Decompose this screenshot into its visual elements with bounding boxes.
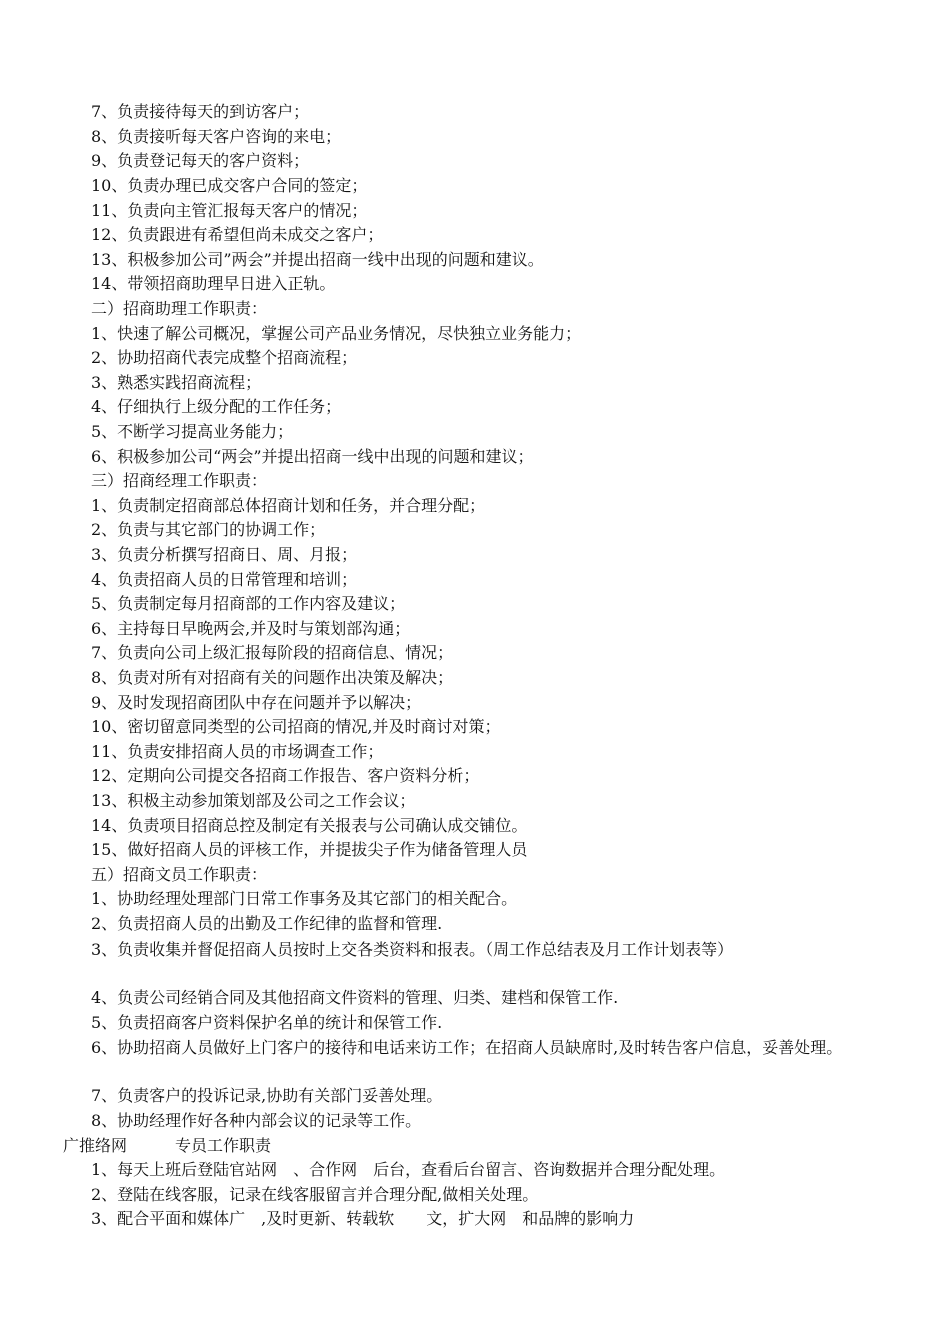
text-line: 12、定期向公司提交各招商工作报告、客户资料分析； [91,766,480,785]
text-line: 4、仔细执行上级分配的工作任务； [91,397,342,416]
text-line: 6、积极参加公司“两会”并提出招商一线中出现的问题和建议； [91,447,534,466]
text-line: 10、密切留意同类型的公司招商的情况,并及时商讨对策； [91,717,501,736]
text-line: 1、协助经理处理部门日常工作事务及其它部门的相关配合。 [91,889,518,908]
text-line: 5、负责制定每月招商部的工作内容及建议； [91,594,406,613]
text-line: 8、负责接听每天客户咨询的来电； [91,127,342,146]
text-line: 13、积极参加公司”两会”并提出招商一线中出现的问题和建议。 [91,250,544,269]
section-heading: 五）招商文员工作职责： [91,865,268,884]
text-line: 14、带领招商助理早日进入正轨。 [91,274,336,293]
text-line: 3、负责收集并督促招商人员按时上交各类资料和报表。（周工作总结表及月工作计划表等） [91,940,734,959]
text-line: 6、协助招商人员做好上门客户的接待和电话来访工作；在招商人员缺席时,及时转告客户信息，妥善处理。 [91,1038,843,1057]
section-heading: 广推络网 专员工作职责 [63,1136,272,1155]
text-line: 8、协助经理作好各种内部会议的记录等工作。 [91,1111,422,1130]
text-line: 7、负责接待每天的到访客户； [91,102,310,121]
text-line: 3、负责分析撰写招商日、周、月报； [91,545,358,564]
text-line: 9、负责登记每天的客户资料； [91,151,310,170]
text-line: 2、负责与其它部门的协调工作； [91,520,326,539]
text-line: 12、负责跟进有希望但尚未成交之客户； [91,225,384,244]
text-line: 1、每天上班后登陆官站网 、合作网 后台，查看后台留言、咨询数据并合理分配处理。 [91,1160,726,1179]
text-line: 5、不断学习提高业务能力； [91,422,294,441]
text-line: 1、快速了解公司概况，掌握公司产品业务情况，尽快独立业务能力； [91,324,582,343]
text-line: 3、配合平面和媒体广 ,及时更新、转载软 文，扩大网 和品牌的影响力 [91,1209,635,1228]
section-heading: 二）招商助理工作职责： [91,299,268,318]
text-line: 6、主持每日早晚两会,并及时与策划部沟通； [91,619,411,638]
text-line: 10、负责办理已成交客户合同的签定； [91,176,368,195]
text-line: 11、负责安排招商人员的市场调查工作； [91,742,384,761]
text-line: 9、及时发现招商团队中存在问题并予以解决； [91,693,422,712]
text-line: 13、积极主动参加策划部及公司之工作会议； [91,791,416,810]
text-line: 8、负责对所有对招商有关的问题作出决策及解决； [91,668,454,687]
text-line: 1、负责制定招商部总体招商计划和任务，并合理分配； [91,496,486,515]
text-line: 7、负责向公司上级汇报每阶段的招商信息、情况； [91,643,454,662]
text-line: 11、负责向主管汇报每天客户的情况； [91,201,368,220]
text-line: 2、协助招商代表完成整个招商流程； [91,348,358,367]
text-line: 2、登陆在线客服，记录在线客服留言并合理分配,做相关处理。 [91,1185,539,1204]
text-line: 5、负责招商客户资料保护名单的统计和保管工作. [91,1013,443,1032]
text-line: 7、负责客户的投诉记录,协助有关部门妥善处理。 [91,1086,443,1105]
text-line: 4、负责公司经销合同及其他招商文件资料的管理、归类、建档和保管工作. [91,988,619,1007]
section-heading: 三）招商经理工作职责： [91,471,268,490]
text-line: 14、负责项目招商总控及制定有关报表与公司确认成交铺位。 [91,816,528,835]
text-line: 3、熟悉实践招商流程； [91,373,262,392]
text-line: 2、负责招商人员的出勤及工作纪律的监督和管理. [91,914,443,933]
text-line: 4、负责招商人员的日常管理和培训； [91,570,358,589]
text-line: 15、做好招商人员的评核工作，并提拔尖子作为储备管理人员 [91,840,528,859]
